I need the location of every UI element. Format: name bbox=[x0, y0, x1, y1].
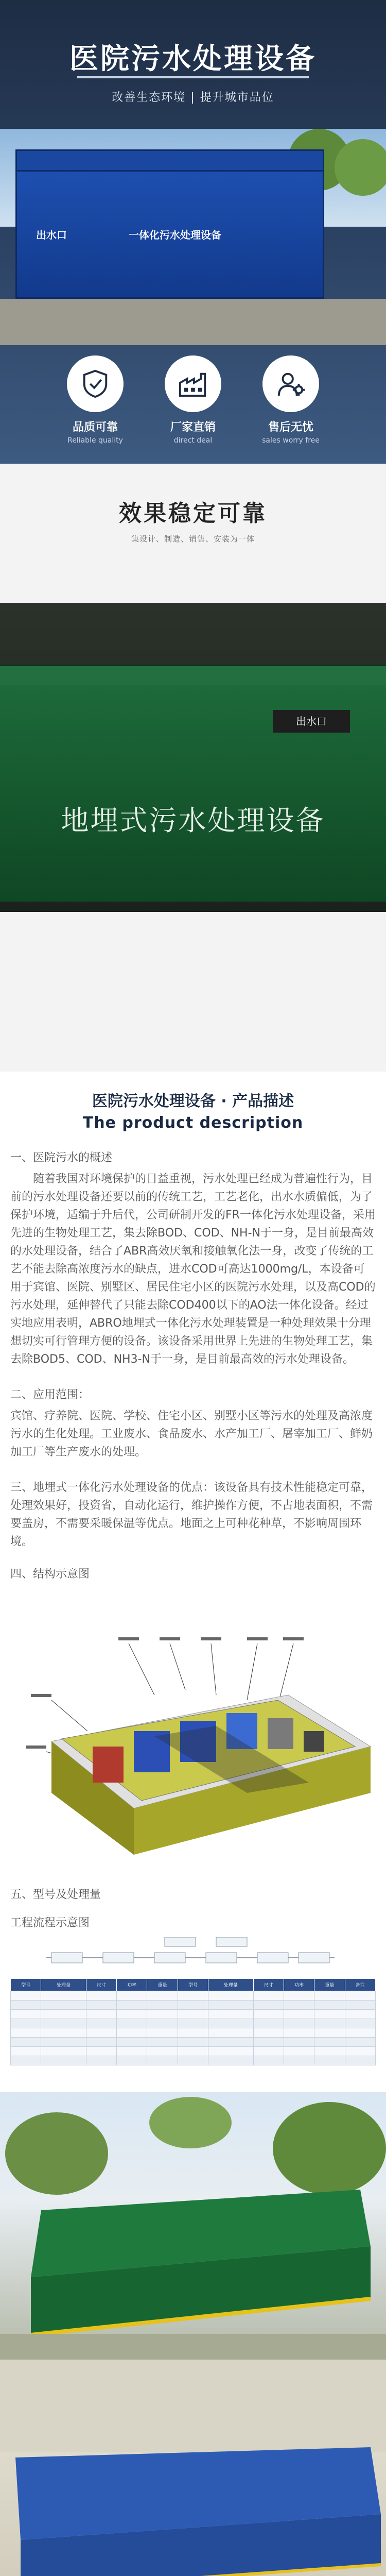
model-table bbox=[10, 1978, 376, 2065]
hero-tank-label-left: 出水口 bbox=[36, 229, 67, 241]
table-header-cell: 重量 bbox=[314, 1979, 345, 1991]
feature-icons bbox=[0, 355, 386, 459]
structure-diagram bbox=[0, 1628, 386, 1875]
table-row bbox=[11, 2001, 376, 2010]
table-header-cell: 处理量 bbox=[41, 1979, 86, 1991]
hero-subtitle: 改善生态环境 | 提升城市品位 bbox=[112, 91, 274, 104]
gear-user-icon bbox=[262, 355, 319, 412]
paragraph: 三、地埋式一体化污水处理设备的优点： bbox=[10, 1481, 215, 1494]
table-header-cell: 重量 bbox=[147, 1979, 178, 1991]
feature-title: 售后无忧 bbox=[268, 421, 313, 434]
paragraph: 宾馆、疗养院、医院、学校、住宅小区、别墅小区等污水的处理及高浓度污水的生化处理。工业废水、食品废水、水产加工厂、屠宰加工厂、鲜奶加工厂等生产废水的处理。 bbox=[10, 1410, 373, 1459]
hero-tank-label-right: 一体化污水处理设备 bbox=[129, 229, 221, 241]
table-header-cell: 处理量 bbox=[208, 1979, 253, 1991]
feature-title: 品质可靠 bbox=[72, 421, 118, 434]
feature-item bbox=[252, 355, 329, 459]
feature-item bbox=[57, 355, 134, 459]
paragraph: 随着我国对环境保护的日益重视，污水处理已经成为普遍性行为，目前的污水处理设备还要以前的传统工艺，工艺老化，出水水质偏低，为了保护环境，适编于升后代，公司研制开发的FR一体化污水处理设备，采用先进的生物处理工艺，集去除BOD、COD、NH-N于一身，是目前最高效的水处理设备，结合了ABR高效厌氧和接触氧化法一身，改变了传统的工艺不能去除高浓度污水的缺点，进水COD可高达1000mg/L，本设备可用于宾馆、医院、别墅区、居民住宅小区的医院污水处理，以及高COD的污水处理，延伸替代了只能去除COD400以下的AO法一体化设备。经过实地应用表明，ABRO地埋式一体化污水处理装置是一种处理效果十分理想切实可行管理方便的设备。该设备采用世界上先进的生物处理工艺，集去除BOD5、COD、NH3-N于一身，是目前最高效的污水处理设备。 bbox=[10, 1173, 376, 1366]
table-row bbox=[11, 1991, 376, 2001]
flow-heading: 工程流程示意图 bbox=[10, 1917, 90, 1929]
table-row bbox=[11, 2038, 376, 2047]
shield-check-icon bbox=[67, 355, 124, 412]
structure-illustration bbox=[0, 1628, 386, 1875]
paragraph: 该设备具有技术性能稳定可靠，处理效果好，投资省，自动化运行，维护操作方便，不占地表面积，不需要盖房，不需要采暖保温等优点。地面之上可种花种草，不影响周围环境。 bbox=[10, 1481, 373, 1548]
equipment-photo-green-tank bbox=[0, 2092, 386, 2360]
hero-photo-ground bbox=[0, 299, 386, 345]
factory-icon bbox=[165, 355, 221, 412]
hero-divider bbox=[77, 76, 309, 78]
table-header-cell: 尺寸 bbox=[253, 1979, 284, 1991]
hero-photo-tree bbox=[335, 139, 386, 196]
feature-title: 厂家直销 bbox=[170, 421, 216, 434]
description-heading bbox=[0, 1082, 386, 1139]
table-row bbox=[11, 2028, 376, 2038]
photo-caption: 地埋式污水处理设备 bbox=[61, 804, 325, 837]
feature-subtitle: Reliable quality bbox=[67, 436, 123, 445]
table-header-cell: 备注 bbox=[345, 1979, 375, 1991]
table-row bbox=[11, 2056, 376, 2065]
model-capacity-section bbox=[0, 1875, 386, 2092]
feature-subtitle: direct deal bbox=[173, 436, 213, 445]
table-header-cell: 功率 bbox=[117, 1979, 147, 1991]
stability-section bbox=[0, 464, 386, 1072]
table-header-row bbox=[11, 1979, 376, 1991]
process-flow-diagram bbox=[46, 1937, 335, 1973]
section-spacer bbox=[0, 912, 386, 1072]
feature-item bbox=[154, 355, 232, 459]
hero-tank-top bbox=[15, 149, 324, 172]
table-header-cell: 型号 bbox=[11, 1979, 41, 1991]
description-heading-cn: 医院污水处理设备 · 产品描述 bbox=[92, 1092, 294, 1110]
table-row bbox=[11, 2019, 376, 2028]
description-body bbox=[10, 1149, 376, 1586]
product-description bbox=[0, 1072, 386, 1628]
equipment-photo-blue-tank-factory bbox=[0, 2360, 386, 2576]
section-title: 四、结构示意图 bbox=[10, 1568, 90, 1581]
description-heading-en: The product description bbox=[82, 1114, 304, 1132]
hero-banner bbox=[0, 0, 386, 464]
table-header-cell: 型号 bbox=[178, 1979, 208, 1991]
feature-subtitle: sales worry free bbox=[262, 436, 320, 445]
section-title: 一、医院污水的概述 bbox=[10, 1151, 113, 1164]
stability-tags: 集设计、制造、销售、安装为一体 bbox=[131, 534, 255, 544]
model-heading: 五、型号及处理量 bbox=[10, 1888, 101, 1901]
photo-outlet-tag: 出水口 bbox=[273, 710, 350, 733]
table-header-cell: 尺寸 bbox=[86, 1979, 116, 1991]
table-header-cell: 功率 bbox=[284, 1979, 314, 1991]
stability-title: 效果稳定可靠 bbox=[119, 500, 267, 527]
table-row bbox=[11, 2047, 376, 2056]
table-row bbox=[11, 2010, 376, 2019]
section-title: 二、应用范围： bbox=[10, 1388, 90, 1401]
hero-title: 医院污水处理设备 bbox=[69, 42, 317, 76]
